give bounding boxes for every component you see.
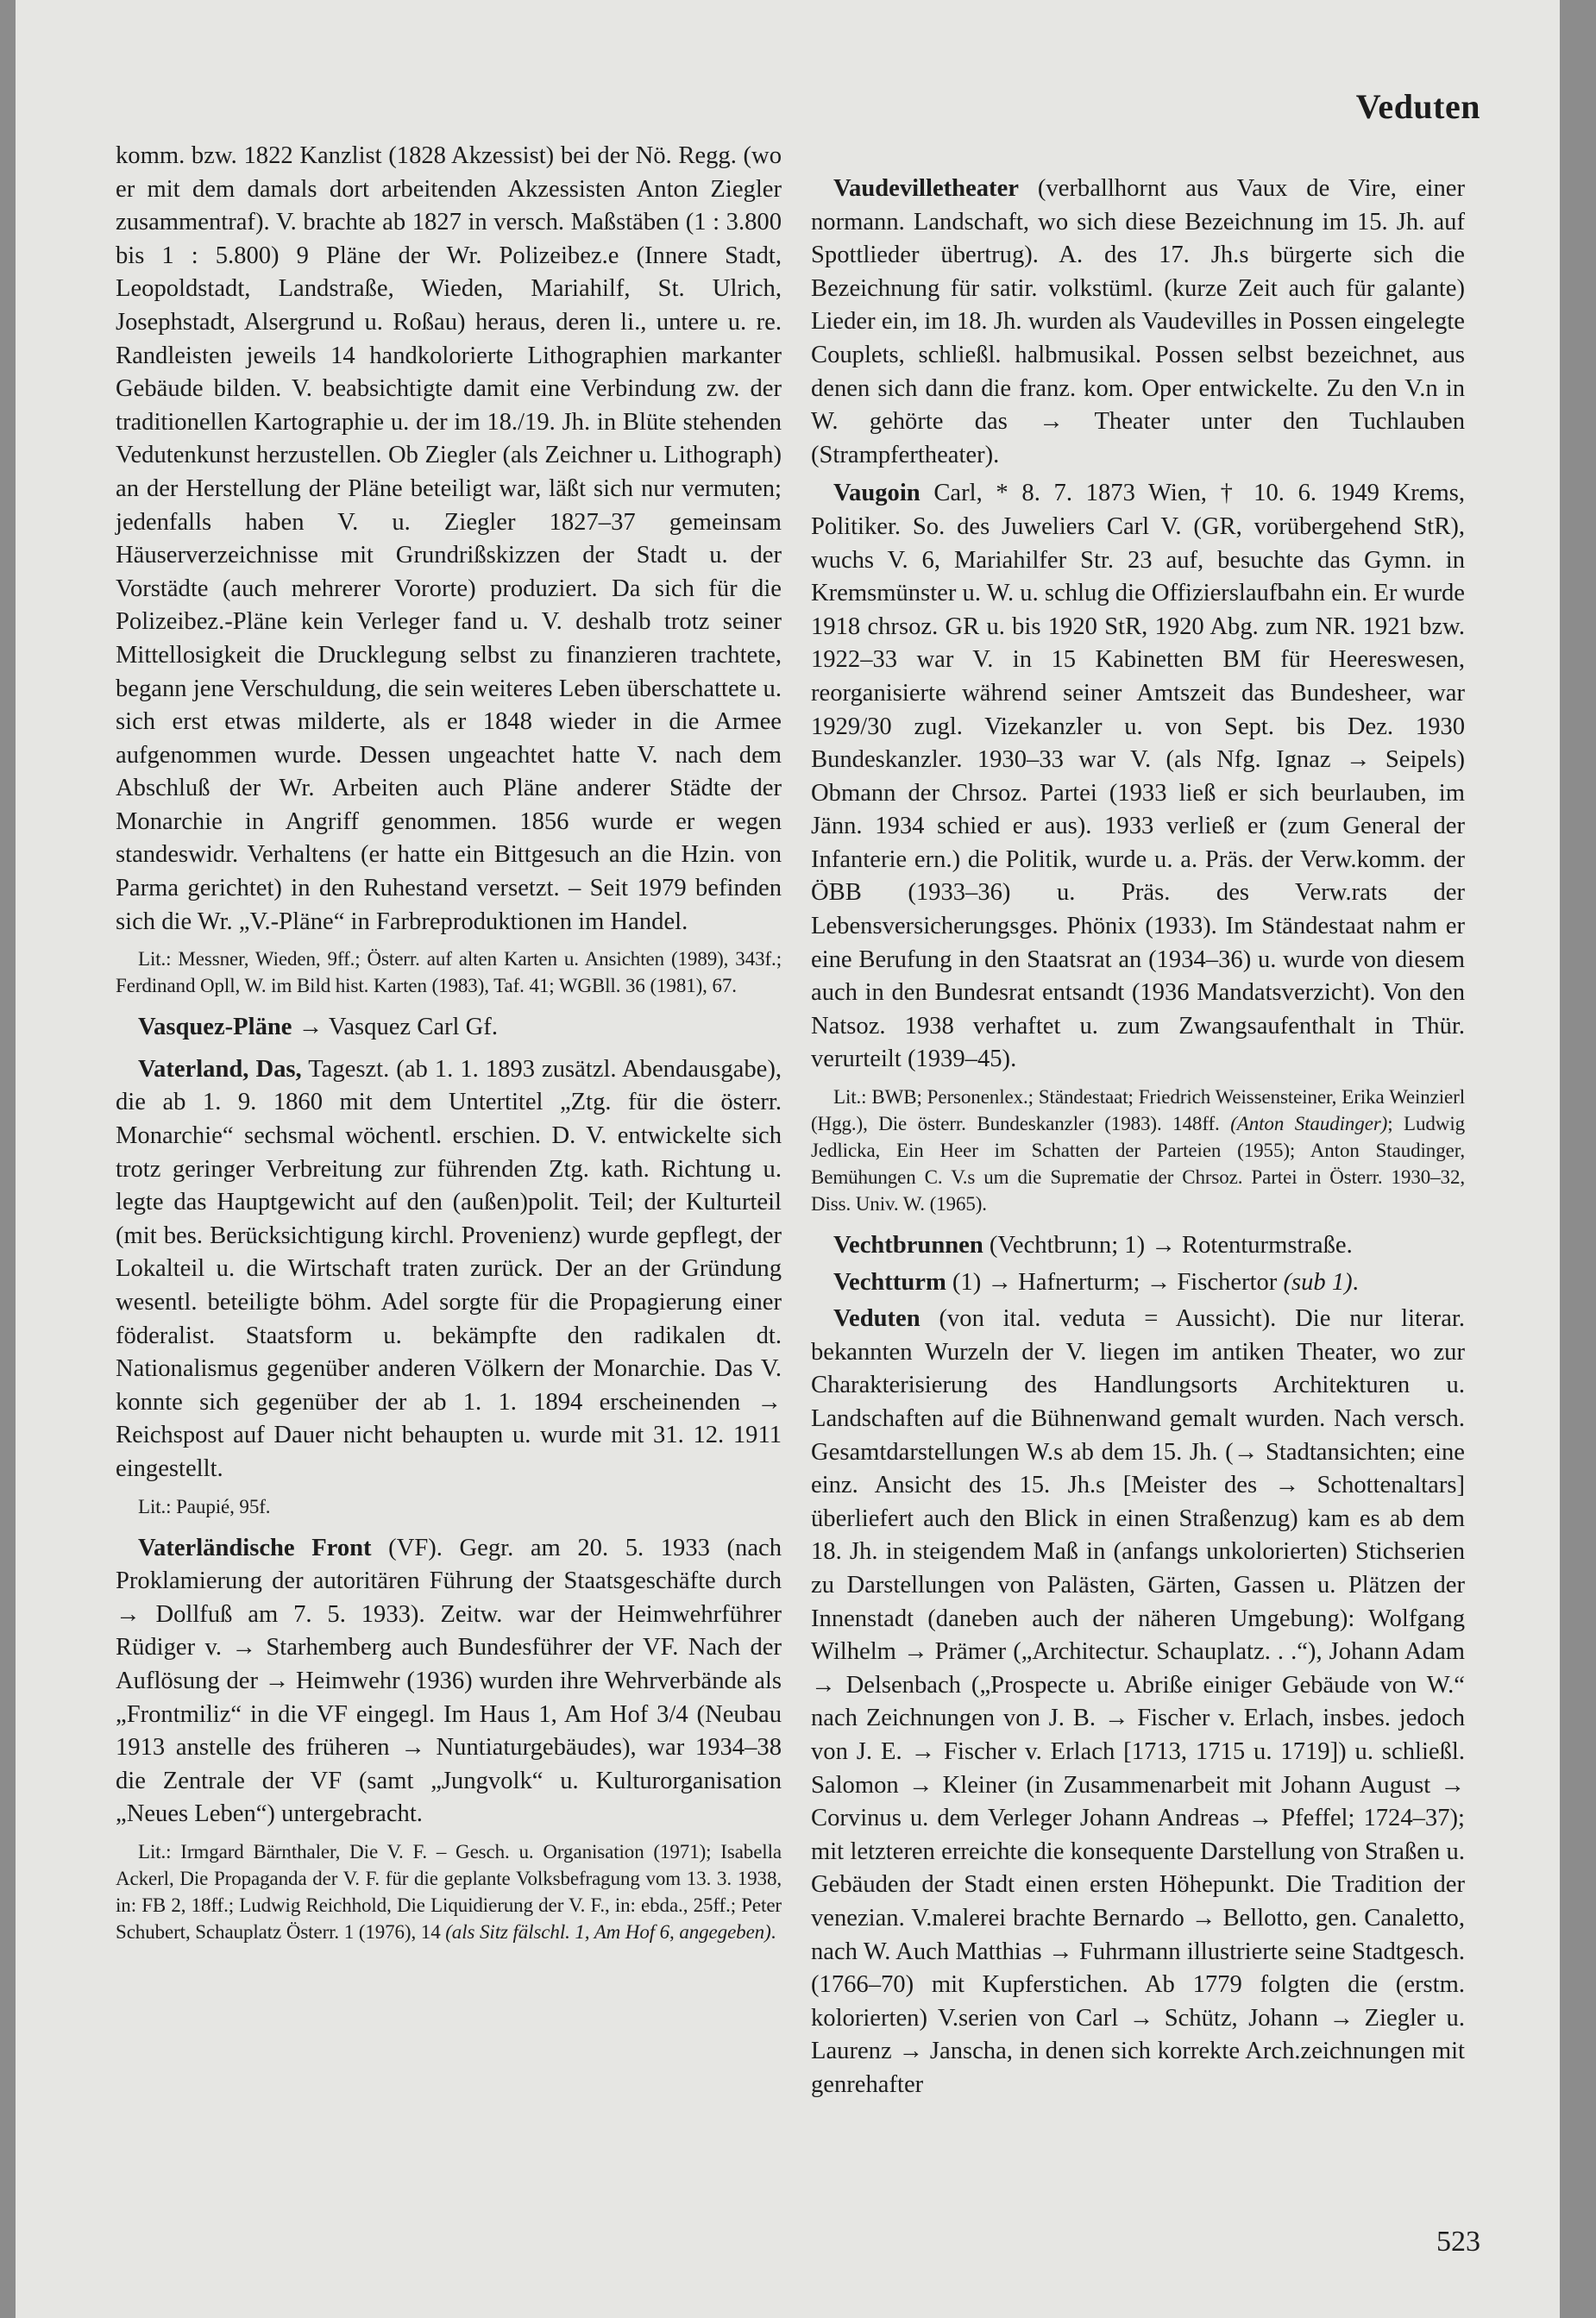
- entry-text: Carl, * 8. 7. 1873 Wien, † 10. 6. 1949 Krems, Politiker. So. des Juweliers Carl V. (GR, vorübergehend StR), wuchs V. 6, Mariahilfer Str. 23 auf, besuchte das Gymn. in Kremsmünster u. W. u. schlug die Offizierslaufbahn ein. Er wurde 1918 chrsoz. GR u. bis 1920 StR, 1920 Abg. zum NR. 1921 bzw. 1922–33 war V. in 15 Kabinetten BM für Heereswesen, reorganisierte während seiner Amtszeit das Bundesheer, war 1929/30 zugl. Vizekanzler u. von Sept. bis Dez. 1930 Bundeskanzler. 1930–33 war V. (als Nfg. Ignaz → Seipels) Obmann der Chrsoz. Partei (1933 ließ er sich beurlauben, im Jänn. 1934 schied er aus). 1933 verließ er (zum General der Infanterie ern.) die Politik, wurde u. a. Präs. der Verw.komm. der ÖBB (1933–36) u. Präs. des Verw.rats der Lebensversicherungsges. Phönix (1933). Im Ständestaat nahm er eine Berufung in den Staatsrat an (1934–36) u. wurde von diesem auch in den Bundesrat entsandt (1936 Mandatsverzicht). Von den Natsoz. 1938 verhaftet u. zum Zwangsaufenthalt in Thür. verurteilt (1939–45).: [811, 480, 1465, 1073]
- literature-note: [811, 1084, 1465, 1217]
- page-number: 523: [1436, 2226, 1480, 2258]
- entry-vaugoin: [811, 477, 1465, 1077]
- left-column: [116, 140, 782, 1957]
- entry-vechtbrunnen: [811, 1229, 1465, 1263]
- entry-lemma: Vasquez-Pläne: [138, 1014, 292, 1041]
- lit-end: .: [770, 1920, 776, 1943]
- lit-end: ; Ludwig Jedlicka, Ein Heer im Schatten der Parteien (1955); Anton Staudinger, Bemühungen C. V.s um die Suprematie der Chrsoz. Partei in Österr. 1930–32, Diss. Univ. W. (1965).: [811, 1113, 1466, 1216]
- right-column: [811, 169, 1465, 2101]
- entry-lemma: Vaterland, Das,: [138, 1055, 302, 1083]
- lit-italic: (Anton Staudinger): [1230, 1113, 1388, 1135]
- entry-text: → Vasquez Carl Gf.: [292, 1014, 498, 1041]
- entry-vaudevilletheater: [811, 173, 1465, 472]
- lit-text: Lit.: Irmgard Bärnthaler, Die V. F. – Gesch. u. Organisation (1971); Isabella Ackerl, Die Propaganda der V. F. für die geplante Volksbefragung vom 13. 3. 1938, in: FB 2, 18ff.; Ludwig Reichhold, Die Liquidierung der V. F., in: ebda., 25ff.; Peter Schubert, Schauplatz Österr. 1 (1976), 14: [116, 1840, 782, 1943]
- entry-text: (VF). Gegr. am 20. 5. 1933 (nach Proklamierung der autoritären Führung der Staatsgeschäfte durch → Dollfuß am 7. 5. 1933). Zeitw. war der Heimwehrführer Rüdiger v. → Starhemberg auch Bundesführer der VF. Nach der Auflösung der → Heimwehr (1936) wurden ihre Wehrverbände als „Frontmiliz“ in die VF eingegl. Im Haus 1, Am Hof 3/4 (Neubau 1913 anstelle des früheren → Nuntiaturgebäudes), war 1934–38 die Zentrale der VF (samt „Jungvolk“ u. Kulturorganisation „Neues Leben“) untergebracht.: [116, 1534, 782, 1828]
- entry-vechtturm: [811, 1266, 1465, 1300]
- entry-vasquez-plaene: [116, 1011, 782, 1045]
- entry-text: (von ital. veduta = Aussicht). Die nur literar. bekannten Wurzeln der V. liegen im antiken Theater, wo zur Charakterisierung des Handlungsorts Architekturen u. Landschaften auf die Bühnenwand gemalt wurden. Nach versch. Gesamtdarstellungen W.s ab dem 15. Jh. (→ Stadtansichten; eine einz. Ansicht des 15. Jh.s [Meister des → Schottenaltars] überliefert auch den Blick in einen Straßenzug) kam es ab dem 18. Jh. in steigendem Maß in (anfangs unkolorierten) Stichserien zu Darstellungen von Palästen, Gärten, Gassen u. Plätzen der Innenstadt (daneben auch der näheren Umgebung): Wolfgang Wilhelm → Prämer („Architectur. Schauplatz. . .“), Johann Adam → Delsenbach („Prospecte u. Abriße einiger Gebäude von W.“ nach Zeichnungen von J. B. → Fischer v. Erlach, insbes. jedoch von J. E. → Fischer v. Erlach [1713, 1715 u. 1719]) u. schließl. Salomon → Kleiner (in Zusammenarbeit mit Johann August → Corvinus u. dem Verleger Johann Andreas → Pfeffel; 1724–37); mit letzteren erreichte die konsequente Darstellung von Straßen u. Gebäuden der Stadt einen ersten Höhepunkt. Die Tradition der venezian. V.malerei brachte Bernardo → Bellotto, gen. Canaletto, nach W. Auch Matthias → Fuhrmann illustrierte seine Stadtgesch. (1766–70) mit Kupferstichen. Ab 1779 folgten die (erstm. kolorierten) V.serien von Carl → Schütz, Johann → Ziegler u. Laurenz → Janscha, in denen sich korrekte Arch.zeichnungen mit genrehafter: [811, 1305, 1465, 2098]
- literature-note: [116, 1838, 782, 1945]
- entry-text: Tageszt. (ab 1. 1. 1893 zusätzl. Abendausgabe), die ab 1. 9. 1860 mit dem Untertitel „Ztg. für die österr. Monarchie“ sechsmal wöchentl. erschien. D. V. entwickelte sich trotz geringer Verbreitung zur führenden Ztg. kath. Richtung u. legte das Hauptgewicht auf den (außen)polit. Teil; der Kulturteil (mit bes. Berücksichtigung kirchl. Provenienz) wurde gepflegt, der Lokalteil u. die Wirtschaft traten zurück. Der an der Gründung wesentl. beteiligte böhm. Adel sorgte für die Propagierung einer föderalist. Staatsform u. bekämpfte den radikalen dt. Nationalismus gegenüber anderen Völkern der Monarchie. Das V. konnte sich gegenüber der ab 1. 1. 1894 erscheinenden → Reichspost auf Dauer nicht behaupten u. wurde mit 31. 12. 1911 eingestellt.: [116, 1055, 782, 1482]
- entry-vaterland: [116, 1053, 782, 1486]
- continued-entry-text: komm. bzw. 1822 Kanzlist (1828 Akzessist) bei der Nö. Regg. (wo er mit dem damals dort arbeitenden Akzessisten Anton Ziegler zusammentraf). V. brachte ab 1827 in versch. Maßstäben (1 : 3.800 bis 1 : 5.800) 9 Pläne der Wr. Polizeibez.e (Innere Stadt, Leopoldstadt, Landstraße, Wieden, Mariahilf, St. Ulrich, Josephstadt, Alsergrund u. Roßau) heraus, deren li., untere u. re. Randleisten jeweils 14 handkolorierte Lithographien markanter Gebäude bilden. V. beabsichtigte damit eine Verbindung zw. der traditionellen Kartographie u. der im 18./19. Jh. in Blüte stehenden Vedutenkunst herzustellen. Ob Ziegler (als Zeichner u. Lithograph) an der Herstellung der Pläne beteiligt war, läßt sich nur vermuten; jedenfalls haben V. u. Ziegler 1827–37 gemeinsam Häuserverzeichnisse mit Grundrißskizzen der Stadt u. der Vorstädte (auch mehrerer Vororte) produziert. Da sich für die Polizeibez.-Pläne kein Verleger fand u. V. deshalb trotz seiner Mittellosigkeit die Drucklegung selbst zu finanzieren trachtete, begann jene Verschuldung, die sein weiteres Leben überschattete u. sich erst etwas milderte, als er 1848 wieder in die Armee aufgenommen wurde. Dessen ungeachtet hatte V. nach dem Abschluß der Wr. Arbeiten auch Pläne anderer Städte der Monarchie in Angriff genommen. 1856 wurde er wegen standeswidr. Verhaltens (er hatte ein Bittgesuch an die Hzin. von Parma gerichtet) in den Ruhestand versetzt. – Seit 1979 befinden sich die Wr. „V.-Pläne“ in Farbreproduktionen im Handel.: [116, 142, 782, 935]
- entry-lemma: Vechtturm: [833, 1268, 946, 1296]
- entry-lemma: Vechtbrunnen: [833, 1232, 983, 1260]
- book-page: [16, 0, 1560, 2318]
- entry-lemma: Vaudevilletheater: [833, 175, 1019, 202]
- lit-text: Lit.: BWB; Personenlex.; Ständestaat; Friedrich Weissensteiner, Erika Weinzierl (Hgg.), Die österr. Bundeskanzler (1983). 148ff.: [811, 1086, 1465, 1135]
- entry-lemma: Vaterländische Front: [138, 1534, 372, 1561]
- lit-italic: (als Sitz fälschl. 1, Am Hof 6, angegeben): [445, 1920, 771, 1943]
- entry-text: (1) → Hafnerturm; → Fischertor: [946, 1268, 1278, 1296]
- entry-lemma: Vaugoin: [833, 480, 921, 507]
- entry-veduten: [811, 1303, 1465, 2101]
- literature-note: Lit.: Paupié, 95f.: [138, 1495, 271, 1517]
- entry-text: (verballhornt aus Vaux de Vire, einer normann. Landschaft, wo sich diese Bezeichnung im 15. Jh. auf Spottlieder übertrug). A. des 17. Jh.s bürgerte sich die Bezeichnung für satir. volkstüml. (kurze Zeit auch für galante) Lieder ein, im 18. Jh. wurden als Vaudevilles in Possen eingelegte Couplets, schließl. halbmusikal. Possen selbst bezeichnet, aus denen sich dann die franz. kom. Oper entwickelte. Zu den V.n in W. gehörte das → Theater unter den Tuchlauben (Strampfertheater).: [811, 175, 1465, 468]
- entry-lemma: Veduten: [833, 1305, 921, 1333]
- running-head: Veduten: [1355, 87, 1480, 126]
- entry-text: (Vechtbrunn; 1) → Rotenturmstraße.: [983, 1232, 1353, 1260]
- entry-text-end: .: [1352, 1268, 1359, 1296]
- literature-note: Lit.: Messner, Wieden, 9ff.; Österr. auf alten Karten u. Ansichten (1989), 343f.; Ferdinand Opll, W. im Bild hist. Karten (1983), Taf. 41; WGBll. 36 (1981), 67.: [116, 948, 782, 997]
- entry-text-italic: (sub 1): [1283, 1268, 1353, 1296]
- entry-vaterlaendische-front: [116, 1532, 782, 1831]
